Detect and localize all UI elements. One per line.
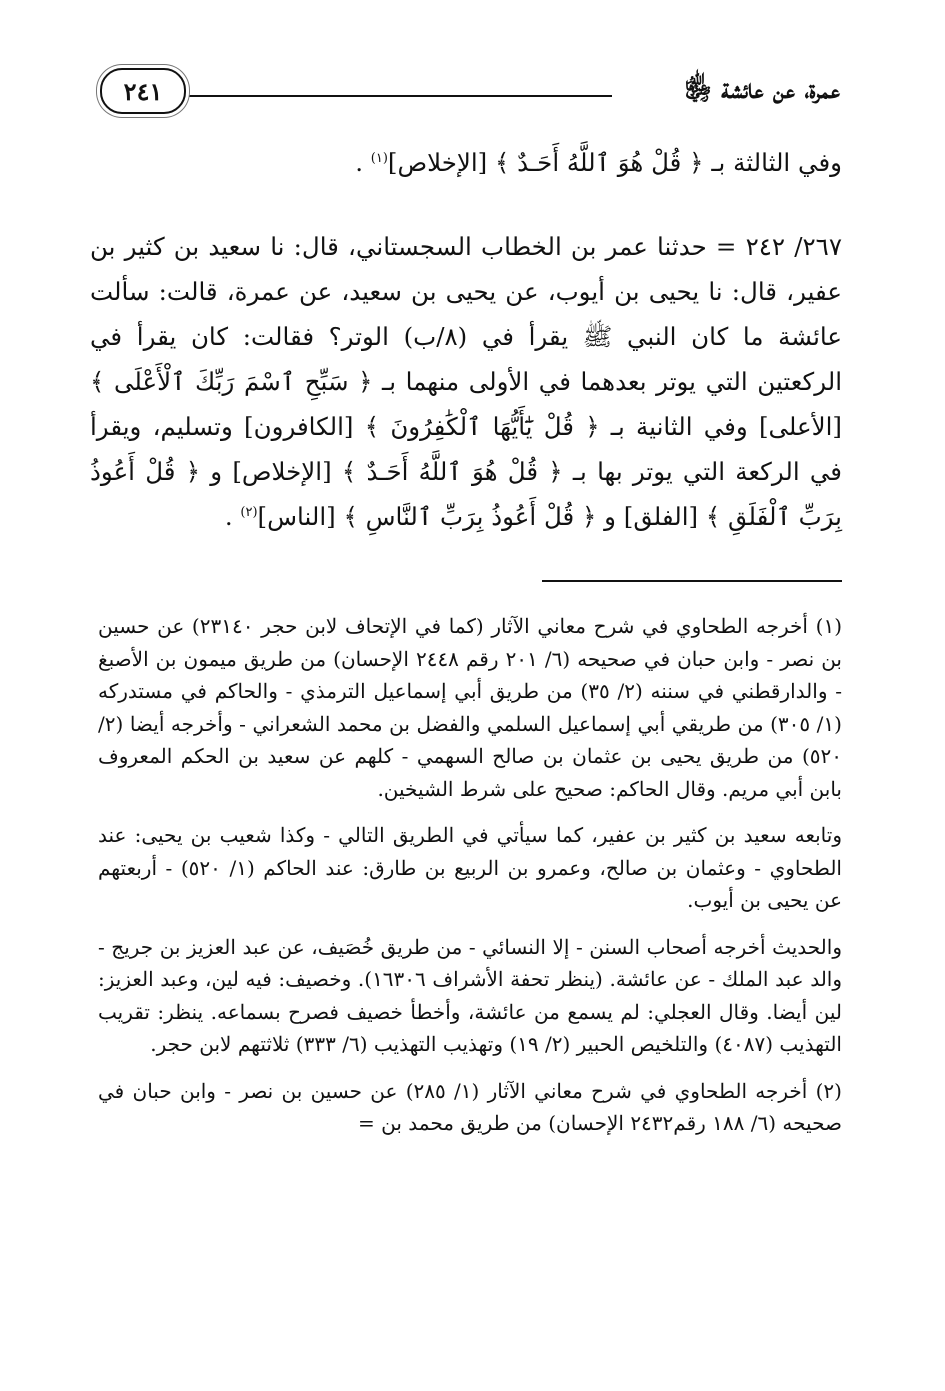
footnote-1-paragraph-1: (١) أخرجه الطحاوي في شرح معاني الآثار (كما في الإتحاف لابن حجر ٢٣١٤٠) عن حسين بن نصر - وابن حبان في صحيحه (٦/ ٢٠١ رقم ٢٤٤٨ الإحسان) من طريق ميمون بن الأصبغ - والدارقطني في سننه (٢/ ٣٥) من طريق أبي إسماعيل الترمذي - والحاكم في مستدركه (١/ ٣٠٥) من طريقي أبي إسماعيل السلمي والفضل بن محمد الشعراني - وأخرجه أيضا (٢/ ٥٢٠) من طريق يحيى بن عثمان بن صالح السهمي - كلهم عن سعيد بن الحكم المعروف بابن أبي مريم. وقال الحاكم: صحيح على شرط الشيخين. xyxy=(98,614,843,801)
page-number: ٢٤١ xyxy=(100,68,186,114)
page-header xyxy=(95,66,840,122)
running-title: عمرة، عن عائشة ﵂ xyxy=(684,74,840,105)
footnote-marker-1: (١) xyxy=(370,150,388,166)
hadith-paragraph xyxy=(90,224,842,539)
hadith-end: . xyxy=(224,502,241,531)
continuation-line xyxy=(90,140,842,185)
footnote-separator xyxy=(542,580,842,582)
footnote-marker-2: (٢) xyxy=(240,504,258,520)
footnote-2: (٢) أخرجه الطحاوي في شرح معاني الآثار (١/ ٢٨٥) عن حسين بن نصر - وابن حبان في صحيحه (٦/ ١٨٨ رقم٢٤٣٢ الإحسان) من طريق محمد بن = xyxy=(98,1078,842,1135)
header-rule xyxy=(187,95,612,97)
continuation-text: وفي الثالثة بـ ﴿ قُلْ هُوَ ٱللَّهُ أَحَـدٌ ﴾ [الإخلاص] xyxy=(387,148,842,177)
hadith-text: ٢٦٧/ ٢٤٢ = حدثنا عمر بن الخطاب السجستاني، قال: نا سعيد بن كثير بن عفير، قال: نا يحيى بن أيوب، عن يحيى بن سعيد، عن عمرة، قالت: سألت عائشة ما كان النبي ﷺ يقرأ في (٨/ب) الوتر؟ فقالت: كان يقرأ في الركعتين التي يوتر بعدهما في الأولى منهما بـ ﴿ سَبِّحِ ٱسْمَ رَبِّكَ ٱلْأَعْلَى ﴾ [الأعلى] وفي الثانية بـ ﴿ قُلْ يَٰٓأَيُّهَا ٱلْكَٰفِرُونَ ﴾ [الكافرون] وتسليم، ويقرأ في الركعة التي يوتر بها بـ ﴿ قُلْ هُوَ ٱللَّهُ أَحَـدٌ ﴾ [الإخلاص] و ﴿ قُلْ أَعُوذُ بِرَبِّ ٱلْفَلَقِ ﴾ [الفلق] و ﴿ قُلْ أَعُوذُ بِرَبِّ ٱلنَّاسِ ﴾ [الناس] xyxy=(90,232,842,531)
footnote-1-paragraph-3: والحديث أخرجه أصحاب السنن - إلا النسائي - من طريق خُصَيف، عن عبد العزيز بن جريج - والد عبد الملك - عن عائشة. (ينظر تحفة الأشراف ١٦٣٠٦). وخصيف: فيه لين، وعبد العزيز: لين أيضا. وقال العجلي: لم يسمع من عائشة، وأخطأ خصيف فصرح بسماعه. ينظر: تقريب التهذيب (٤٠٨٧) والتلخيص الحبير (٢/ ١٩) وتهذيب التهذيب (٦/ ٣٣٣) ثلاثتهم لابن حجر. xyxy=(98,934,843,1056)
footnote-1-paragraph-2: وتابعه سعيد بن كثير بن عفير، كما سيأتي في الطريق التالي - وكذا شعيب بن يحيى: عند الطحاوي - وعثمان بن صالح، وعمرو بن الربيع بن طارق: عند الحاكم (١/ ٥٢٠) - أربعتهم عن يحيى بن أيوب. xyxy=(98,823,842,912)
continuation-end: . xyxy=(355,148,371,177)
footnotes xyxy=(98,610,842,1154)
